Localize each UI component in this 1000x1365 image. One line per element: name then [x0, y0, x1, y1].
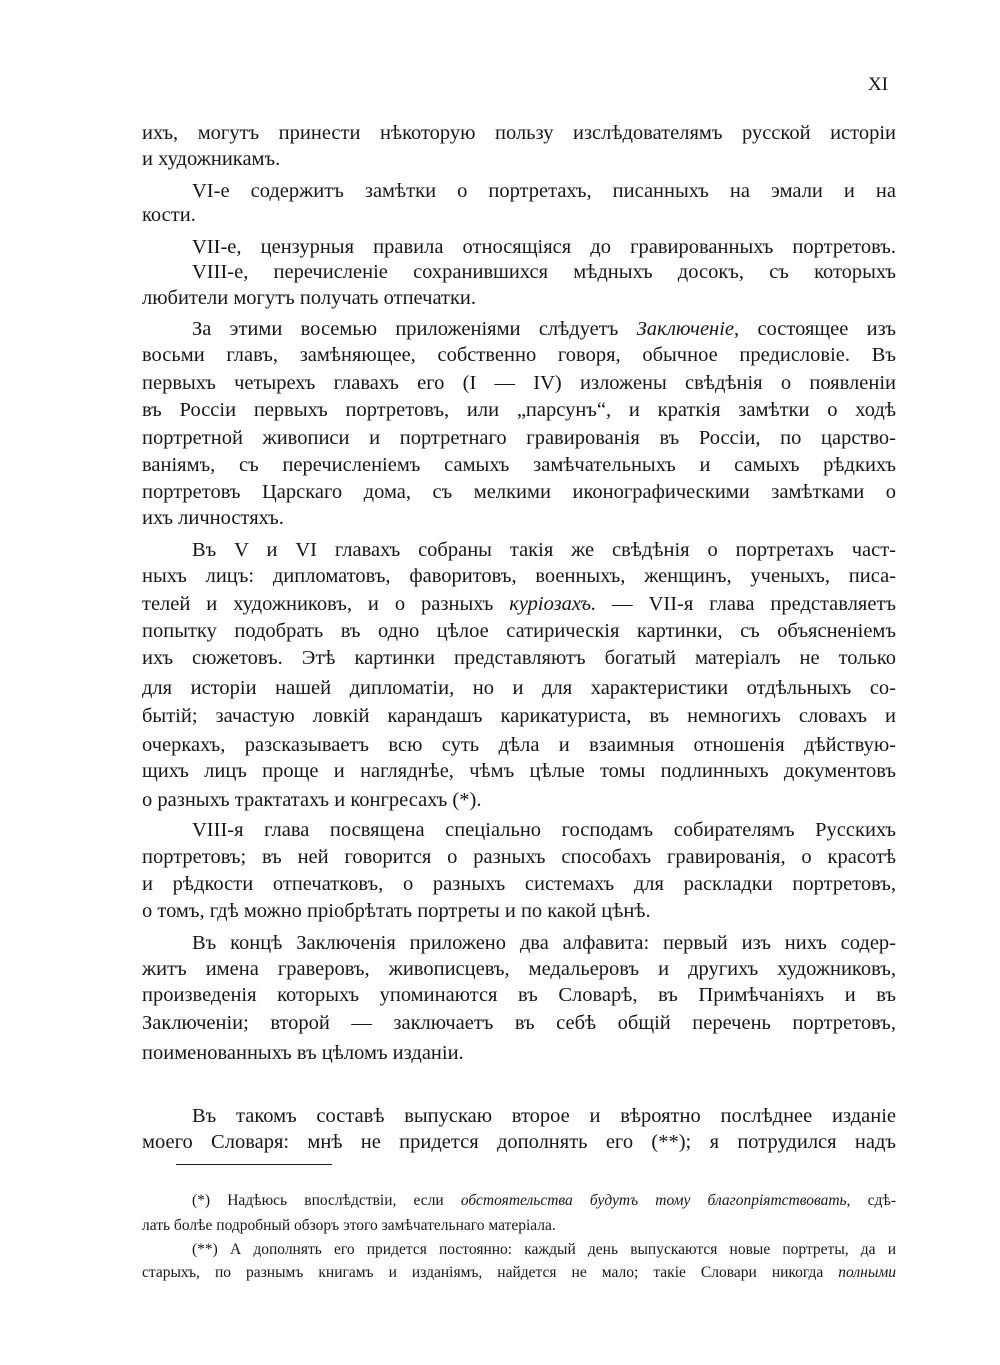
- text-segment: (*) Надѣюсь впослѣдствiи, если: [192, 1192, 461, 1209]
- body-line: [142, 505, 896, 531]
- text-segment: ихъ сюжетовъ. Этѣ картинки представляютъ богатый матерiалъ не только: [142, 647, 896, 669]
- text-segment: бытiй; зачастую ловкiй карандашъ карикатуриста, въ немногихъ словахъ и: [142, 705, 896, 727]
- body-line: [192, 1103, 896, 1129]
- body-line: [192, 234, 896, 260]
- text-segment: ванiямъ, съ перечисленiемъ самыхъ замѣчательныхъ и самыхъ рѣдкихъ: [142, 454, 896, 476]
- italic-text: обстоятельства будутъ тому благопрiятствовать: [460, 1192, 847, 1209]
- text-segment: и рѣдкости отпечатковъ, о разныхъ системахъ для раскладки портретовъ,: [142, 873, 896, 895]
- body-line: [142, 1040, 896, 1066]
- text-segment: Въ такомъ составѣ выпускаю второе и вѣроятно послѣднее изданiе: [192, 1105, 896, 1127]
- body-line: [142, 1129, 896, 1155]
- text-segment: За этими восемью приложенiями слѣдуетъ: [192, 318, 637, 340]
- text-segment: портретовъ Царскаго дома, съ мелкими иконографическими замѣтками о: [142, 481, 896, 503]
- body-line: [192, 817, 896, 843]
- text-segment: первыхъ четырехъ главахъ его (I — IV) изложены свѣдѣнiя о появленiи: [142, 372, 896, 394]
- text-segment: моего Словаря: мнѣ не придется дополнять его (**); я потрудился надъ: [142, 1131, 896, 1153]
- text-segment: ихъ, могутъ принести нѣкоторую пользу изслѣдователямъ русской исторiи: [142, 122, 896, 144]
- body-line: [142, 758, 896, 784]
- text-segment: — VII-я глава представляетъ: [596, 593, 897, 615]
- text-segment: любители могутъ получать отпечатки.: [142, 287, 477, 309]
- body-line: [142, 120, 896, 146]
- body-line: [142, 202, 896, 228]
- body-line: [142, 703, 896, 729]
- text-segment: о томъ, гдѣ можно прiобрѣтать портреты и по какой цѣнѣ.: [142, 900, 651, 922]
- text-segment: лать болѣе подробный обзоръ этого замѣчательнаго матерiала.: [142, 1217, 556, 1234]
- text-segment: портретной живописи и портретнаго гравированiя въ Россiи, по царство-: [142, 427, 896, 449]
- body-line: [192, 259, 896, 285]
- body-line: [142, 898, 896, 924]
- body-line: [142, 787, 896, 813]
- text-segment: Въ V и VI главахъ собраны такiя же свѣдѣнiя о портретахъ част-: [192, 539, 896, 561]
- body-line: [142, 591, 896, 617]
- text-segment: произведенiя которыхъ упоминаются въ Словарѣ, въ Примѣчанiяхъ и въ: [142, 984, 896, 1006]
- italic-text: курiозахъ.: [509, 593, 597, 615]
- italic-text: полными: [838, 1264, 896, 1281]
- body-line: [142, 452, 896, 478]
- italic-text: Заключенiе: [636, 318, 735, 340]
- body-line: [142, 397, 896, 423]
- text-segment: кости.: [142, 204, 196, 226]
- text-segment: VII-е, цензурныя правила относящiяся до гравированныхъ портретовъ.: [192, 236, 896, 258]
- body-line: [142, 844, 896, 870]
- text-segment: старыхъ, по разнымъ книгамъ и изданiямъ, найдется не мало; такiе Словари никогда: [142, 1264, 839, 1281]
- footnote-line: [142, 1263, 896, 1283]
- body-line: [192, 930, 896, 956]
- text-segment: ихъ личностяхъ.: [142, 507, 284, 529]
- text-segment: восьми главъ, замѣняющее, собственно говоря, обычное предисловiе. Въ: [142, 344, 896, 366]
- body-line: [192, 178, 896, 204]
- text-segment: и художникамъ.: [142, 148, 281, 170]
- text-segment: Заключенiи; второй — заключаетъ въ себѣ общiй перечень портретовъ,: [142, 1012, 896, 1034]
- body-line: [142, 563, 896, 589]
- body-line: [142, 732, 896, 758]
- text-segment: VI-е содержитъ замѣтки о портретахъ, писанныхъ на эмали и на: [192, 180, 896, 202]
- footnote-line: [142, 1216, 896, 1236]
- text-segment: , состоящее изъ: [734, 318, 896, 340]
- body-line: [142, 645, 896, 671]
- text-segment: (**) А дополнять его придется постоянно: каждый день выпускаются новые портреты, да и: [192, 1241, 896, 1258]
- body-line: [192, 537, 896, 563]
- body-line: [142, 285, 896, 311]
- body-line: [142, 1010, 896, 1036]
- text-segment: житъ имена граверовъ, живописцевъ, медальеровъ и другихъ художниковъ,: [142, 958, 896, 980]
- body-line: [142, 370, 896, 396]
- text-segment: , сдѣ-: [846, 1192, 896, 1209]
- body-line: [192, 316, 896, 342]
- text-segment: о разныхъ трактатахъ и конгресахъ (*).: [142, 789, 482, 811]
- text-segment: очеркахъ, разсказываетъ всю суть дѣла и взаимныя отношенiя дѣйствую-: [142, 734, 896, 756]
- text-segment: для исторiи нашей дипломатiи, но и для характеристики отдѣльныхъ со-: [142, 677, 896, 699]
- body-line: [142, 618, 896, 644]
- body-line: [142, 342, 896, 368]
- footnote-line: [192, 1240, 896, 1260]
- body-line: [142, 956, 896, 982]
- footnote-separator: [176, 1164, 332, 1165]
- body-line: [142, 675, 896, 701]
- text-segment: щихъ лицъ проще и нагляднѣе, чѣмъ цѣлые томы подлинныхъ документовъ: [142, 760, 896, 782]
- body-line: [142, 425, 896, 451]
- page-number: XI: [868, 74, 889, 95]
- footnote-line: [192, 1191, 896, 1211]
- text-segment: Въ концѣ Заключенiя приложено два алфавита: первый изъ нихъ содер-: [192, 932, 896, 954]
- text-segment: поименованныхъ въ цѣломъ изданiи.: [142, 1042, 464, 1064]
- text-segment: VIII-е, перечисленiе сохранившихся мѣдныхъ досокъ, съ которыхъ: [192, 261, 896, 283]
- body-line: [142, 982, 896, 1008]
- text-segment: портретовъ; въ ней говорится о разныхъ способахъ гравированiя, о красотѣ: [142, 846, 896, 868]
- text-segment: телей и художниковъ, и о разныхъ: [142, 593, 510, 615]
- text-segment: попытку подобрать въ одно цѣлое сатирическiя картинки, съ объясненiемъ: [142, 620, 896, 642]
- body-line: [142, 479, 896, 505]
- body-line: [142, 871, 896, 897]
- body-line: [142, 146, 896, 172]
- text-segment: VIII-я глава посвящена спецiально господамъ собирателямъ Русскихъ: [192, 819, 896, 841]
- text-segment: ныхъ лицъ: дипломатовъ, фаворитовъ, военныхъ, женщинъ, ученыхъ, писа-: [142, 565, 896, 587]
- text-segment: въ Россiи первыхъ портретовъ, или „парсунъ“, и краткiя замѣтки о ходѣ: [142, 399, 896, 421]
